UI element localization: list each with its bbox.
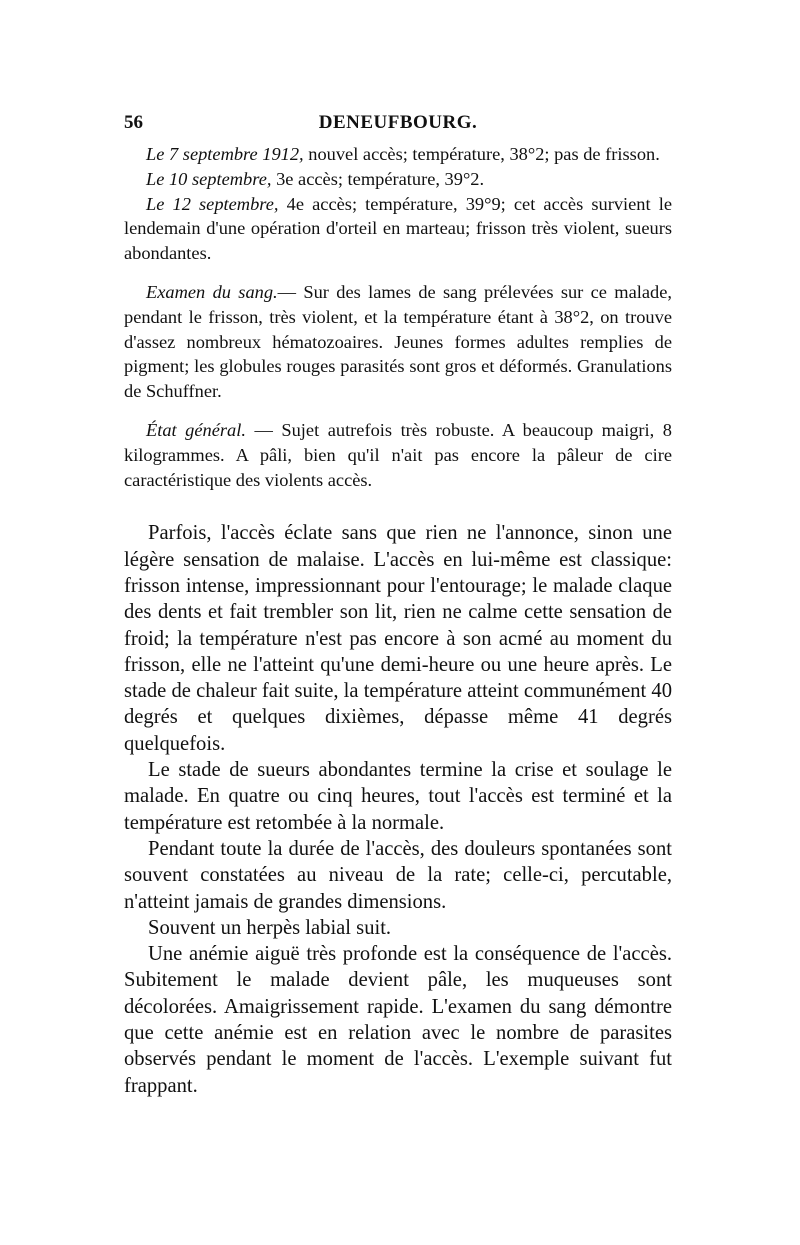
blood-exam-paragraph	[124, 280, 672, 404]
note-date: Le 12 septembre,	[146, 193, 279, 214]
general-state-label: État général.	[146, 419, 246, 440]
case-notes	[124, 142, 672, 492]
body-paragraph: Souvent un herpès labial suit.	[148, 916, 392, 939]
page-number: 56	[124, 112, 143, 133]
running-title: DENEUFBOURG.	[318, 112, 478, 133]
body-paragraph: Le stade de sueurs abondantes termine la crise et soulage le malade. En quatre ou cinq heures, tout l'accès est terminé et la température est retombée à la normale.	[124, 759, 672, 834]
note-sept-7	[124, 142, 672, 167]
note-text: 4e accès; température, 39°9; cet accès survient le lendemain d'une opération d'orteil en marteau; frisson très violent, sueurs abondantes.	[124, 193, 672, 264]
note-date: Le 10 septembre,	[146, 168, 272, 189]
main-text	[124, 520, 672, 1099]
note-date: Le 7 septembre 1912,	[146, 144, 304, 164]
blood-exam-text: — Sur des lames de sang prélevées sur ce malade, pendant le frisson, très violent, et la température étant à 38°2, on trouve d'assez nombreux hématozoaires. Jeunes formes adultes remplies de pigment; les globules rouges parasités sont gros et déformés. Granulations de Schuffner.	[124, 281, 672, 402]
body-paragraph: Parfois, l'accès éclate sans que rien ne l'annonce, sinon une légère sensation de malaise. L'accès en lui-même est classique: frisson intense, impressionnant pour l'entourage; le malade claque des dents et fait trembler son lit, rien ne calme cette sensation de froid; la température n'est pas encore à son acmé au moment du frisson, elle ne l'atteint qu'une demi-heure ou une heure après. Le stade de chaleur fait suite, la température atteint communément 40 degrés et quelques dixièmes, dépasse même 41 degrés quelquefois.	[124, 522, 672, 755]
note-sept-10	[124, 167, 672, 192]
blood-exam-label: Examen du sang.	[146, 281, 278, 302]
body-paragraph: Une anémie aiguë très profonde est la conséquence de l'accès. Subitement le malade devient pâle, les muqueuses sont décolorées. Amaigrissement rapide. L'examen du sang démontre que cette anémie est en relation avec le nombre de parasites observés pendant le moment de l'accès. L'exemple suivant fut frappant.	[124, 943, 672, 1097]
page-header	[124, 112, 672, 142]
note-text: 3e accès; température, 39°2.	[271, 168, 485, 189]
note-sept-12	[124, 192, 672, 266]
general-state-text: — Sujet autrefois très robuste. A beaucoup maigri, 8 kilogrammes. A pâli, bien qu'il n'ait pas encore la pâleur de cire caractéristique des violents accès.	[124, 419, 672, 490]
note-text: nouvel accès; température, 38°2; pas de frisson.	[303, 144, 660, 164]
book-page	[124, 112, 672, 1099]
body-paragraph: Pendant toute la durée de l'accès, des douleurs spontanées sont souvent constatées au niveau de la rate; celle-ci, percutable, n'atteint jamais de grandes dimensions.	[124, 837, 672, 913]
general-state-paragraph	[124, 418, 672, 492]
